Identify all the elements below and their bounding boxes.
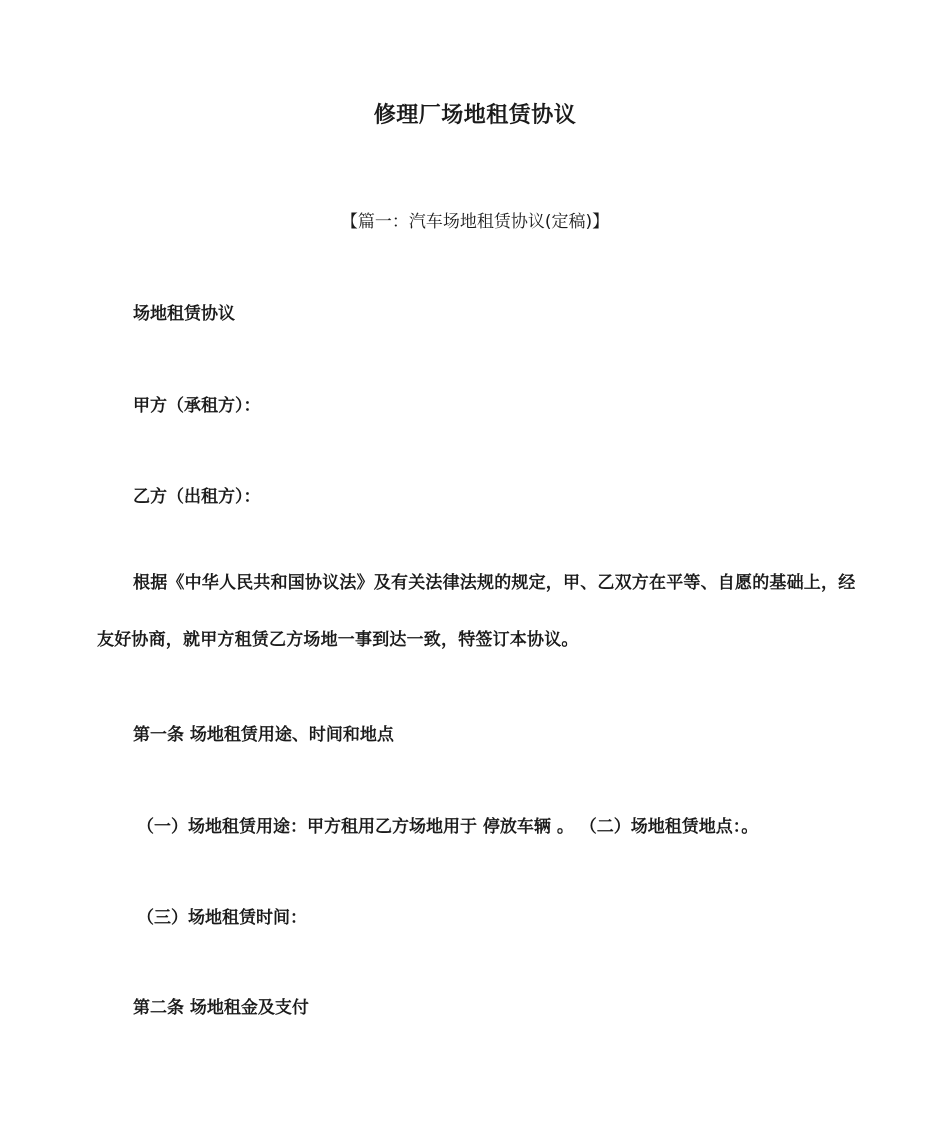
article-1-title: 第一条 场地租赁用途、时间和地点 [133, 725, 394, 745]
party-b-line: 乙方（出租方）： [133, 487, 261, 507]
preamble-paragraph: 根据《中华人民共和国协议法》及有关法律法规的规定，甲、乙双方在平等、自愿的基础上，经友好协商，就甲方租赁乙方场地一事到达一致，特签订本协议。 [97, 573, 856, 650]
section-heading: 场地租赁协议 [133, 304, 235, 324]
article-1-item-3: （三）场地租赁时间： [137, 908, 307, 928]
article-2-title: 第二条 场地租金及支付 [133, 998, 309, 1018]
document-subtitle: 【篇一：汽车场地租赁协议(定稿)】 [340, 212, 610, 232]
document-title: 修理厂场地租赁协议 [373, 103, 577, 128]
article-1-item-1-2: （一）场地租赁用途：甲方租用乙方场地用于 停放车辆 。 （二）场地租赁地点：。 [137, 817, 759, 837]
party-a-line: 甲方（承租方）： [133, 396, 261, 416]
